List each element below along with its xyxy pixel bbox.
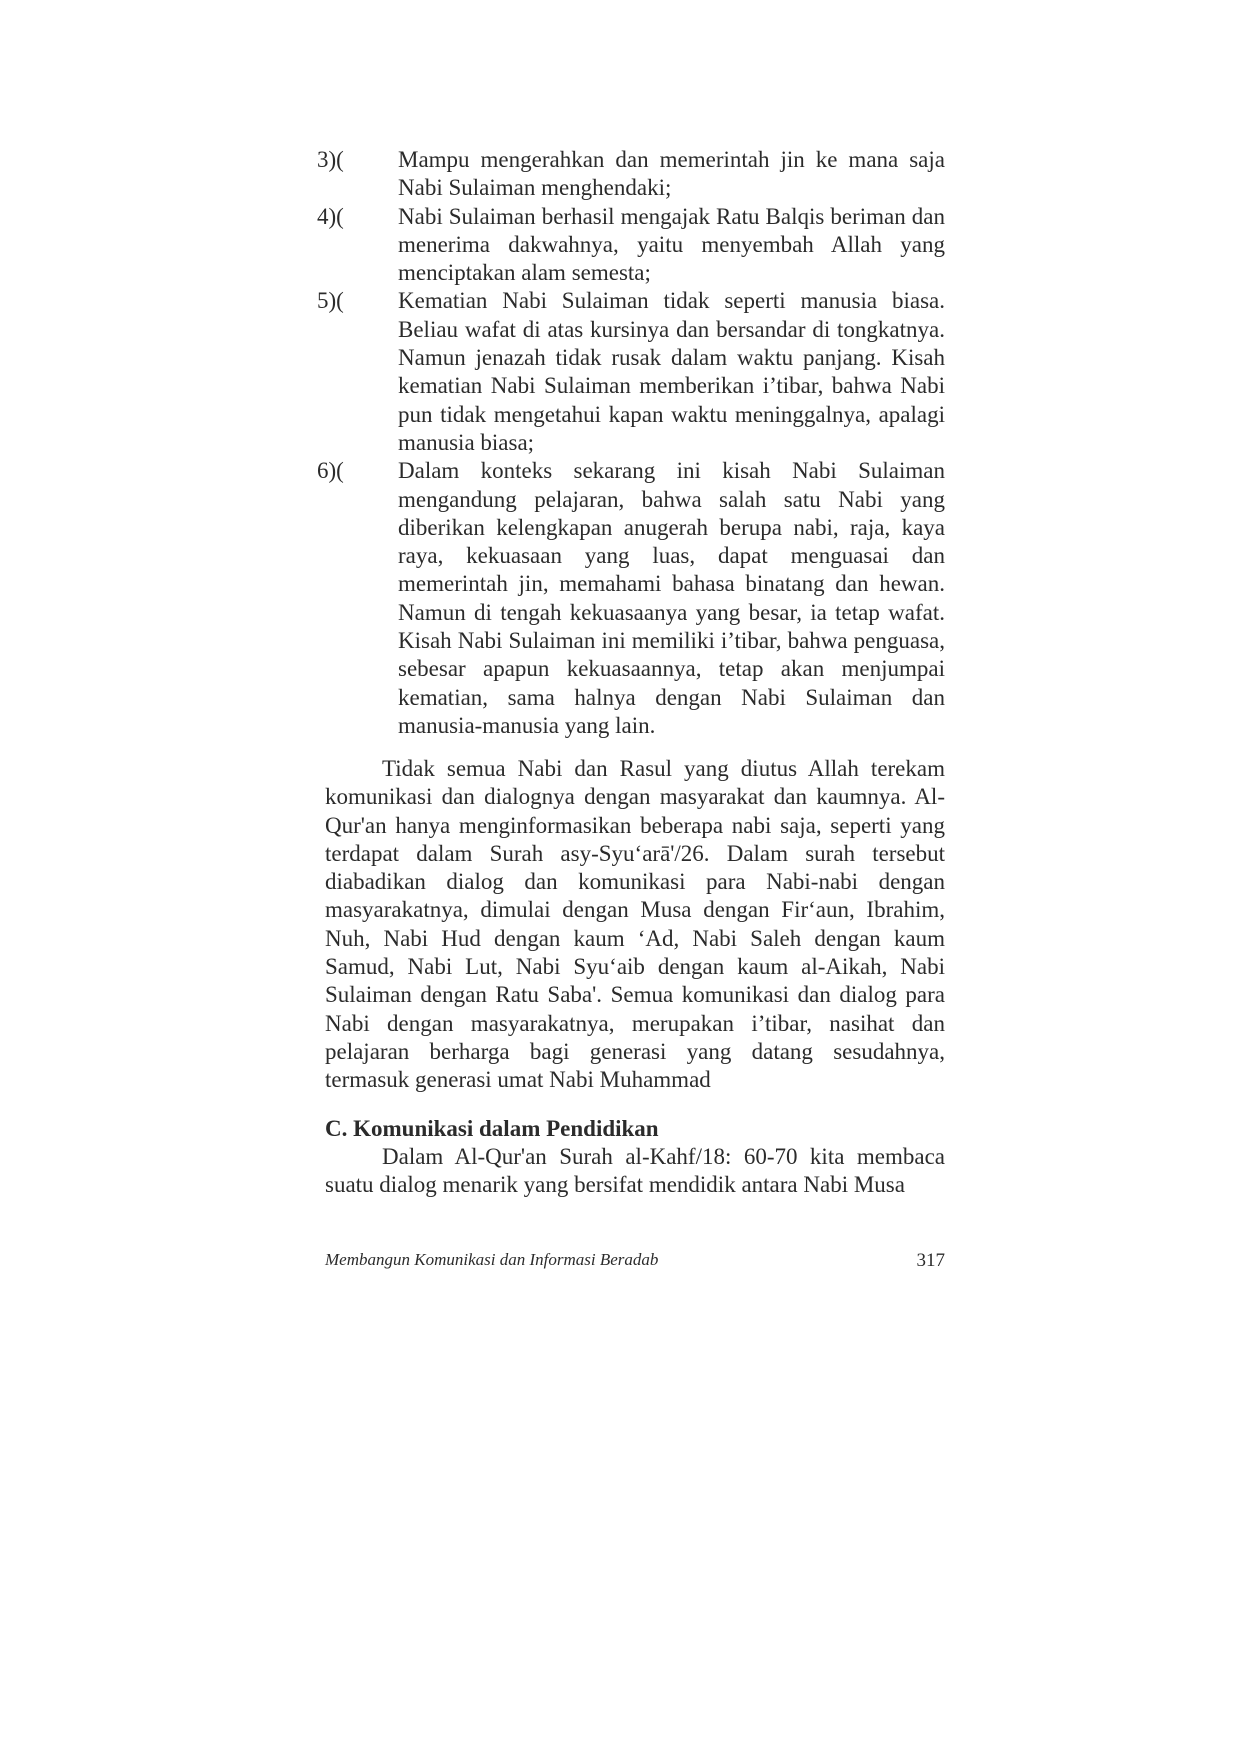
section-heading: C. Komunikasi dalam Pendidikan <box>325 1116 659 1141</box>
list-item-text: Kematian Nabi Sulaiman tidak seperti manusia biasa. Beliau wafat di atas kursinya dan bersandar di tongkatnya. Namun jenazah tidak rusak dalam waktu panjang. Kisah kematian Nabi Sulaiman memberikan i’tibar, bahwa Nabi pun tidak mengetahui kapan waktu meninggalnya, apalagi manusia biasa; <box>398 288 945 455</box>
list-item-text: Nabi Sulaiman berhasil mengajak Ratu Balqis beriman dan menerima dakwahnya, yaitu menyembah Allah yang menciptakan alam semesta; <box>398 203 945 286</box>
list-item <box>317 203 945 288</box>
list-item <box>317 457 945 740</box>
body-paragraph: Dalam Al-Qur'an Surah al-Kahf/18: 60-70 kita membaca suatu dialog menarik yang bersifat mendidik antara Nabi Musa <box>325 1144 945 1198</box>
list-item <box>317 287 945 457</box>
list-item-text: Dalam konteks sekarang ini kisah Nabi Sulaiman mengandung pelajaran, bahwa salah satu Nabi yang diberikan kelengkapan anugerah berupa nabi, raja, kaya raya, kekuasaan yang luas, dapat menguasai dan memerintah jin, memahami bahasa binatang dan hewan. Namun di tengah kekuasaanya yang besar, ia tetap wafat. Kisah Nabi Sulaiman ini memiliki i’tibar, bahwa penguasa, sebesar apapun kekuasaannya, tetap akan menjumpai kematian, sama halnya dengan Nabi Sulaiman dan manusia-manusia yang lain. <box>398 458 945 738</box>
list-item-number: 3)( <box>317 147 344 172</box>
page-number: 317 <box>916 1250 945 1271</box>
list-item-number: 4)( <box>317 203 344 229</box>
numbered-list <box>317 146 945 740</box>
list-item <box>317 146 945 203</box>
body-paragraph: Tidak semua Nabi dan Rasul yang diutus Allah terekam komunikasi dan dialognya dengan masyarakat dan kaumnya. Al-Qur'an hanya menginformasikan beberapa nabi saja, seperti yang terdapat dalam Surah asy-Syu‘arā'/26. Dalam surah tersebut diabadikan dialog dan komunikasi para Nabi-nabi dengan masyarakatnya, dimulai dengan Musa dengan Fir‘aun, Ibrahim, Nuh, Nabi Hud dengan kaum ‘Ad, Nabi Saleh dengan kaum Samud, Nabi Lut, Nabi Syu‘aib dengan kaum al-Aikah, Nabi Sulaiman dengan Ratu Saba'. Semua komunikasi dan dialog para Nabi dengan masyarakatnya, merupakan i’tibar, nasihat dan pelajaran berharga bagi generasi yang datang sesudahnya, termasuk generasi umat Nabi Muhammad <box>325 756 945 1093</box>
list-item-number: 6)( <box>317 458 344 484</box>
list-item-number: 5)( <box>317 288 344 314</box>
footer-book-title: Membangun Komunikasi dan Informasi Beradab <box>325 1250 659 1269</box>
page-footer <box>325 1250 945 1276</box>
list-item-text: Mampu mengerahkan dan memerintah jin ke mana saja Nabi Sulaiman menghendaki; <box>398 147 945 201</box>
